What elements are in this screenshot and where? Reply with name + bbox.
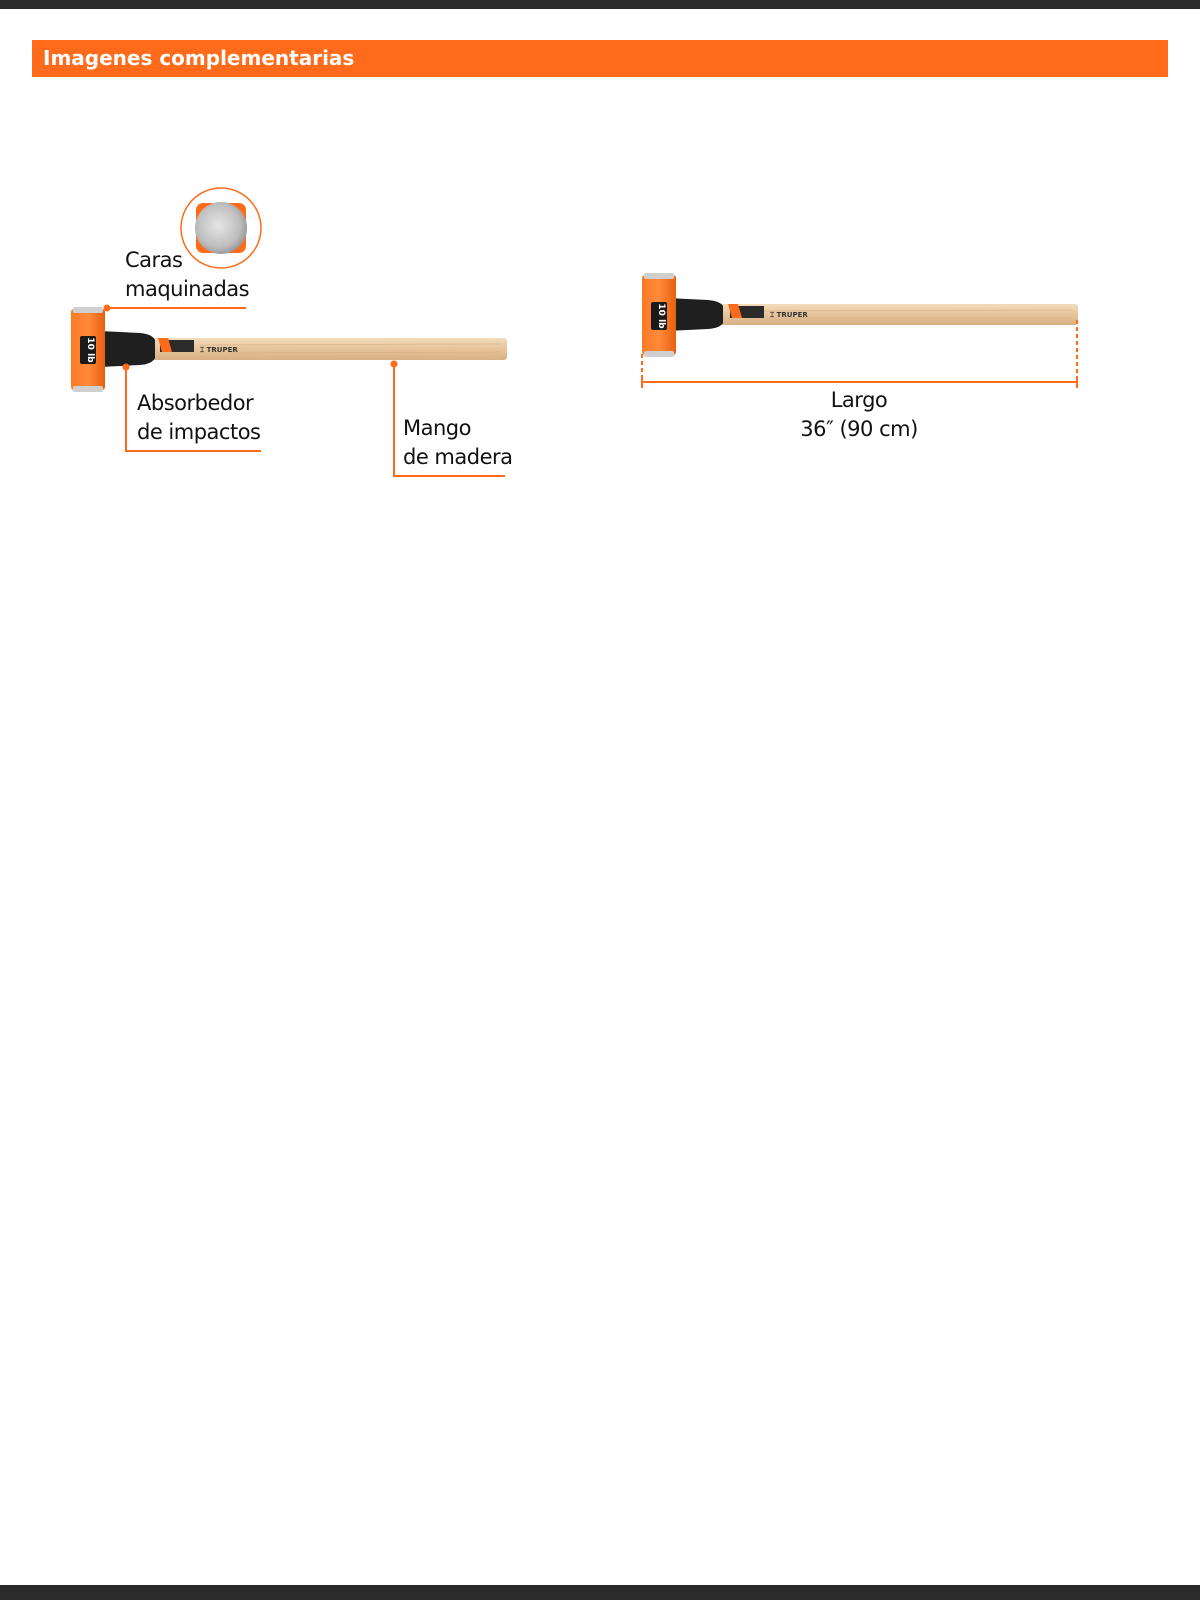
svg-text:10 lb: 10 lb — [85, 337, 95, 363]
section-title: Imagenes complementarias — [43, 46, 355, 70]
callout-handle-line2: de madera — [403, 445, 513, 469]
callout-faces-line2: maquinadas — [125, 277, 250, 301]
dimension-name: Largo — [830, 388, 888, 412]
dimension-value: 36″ (90 cm) — [800, 417, 918, 441]
callout-faces-line1: Caras — [125, 248, 183, 272]
bottom-bar — [0, 1585, 1200, 1600]
svg-text:10 lb: 10 lb — [656, 303, 666, 329]
callout-absorber-line2: de impactos — [137, 420, 261, 444]
svg-text:⌶ TRUPER: ⌶ TRUPER — [770, 311, 808, 319]
callout-absorber-line1: Absorbedor — [137, 391, 254, 415]
callout-handle-line1: Mango — [403, 416, 471, 440]
svg-text:⌶ TRUPER: ⌶ TRUPER — [200, 346, 238, 354]
dimension-label — [759, 386, 959, 444]
